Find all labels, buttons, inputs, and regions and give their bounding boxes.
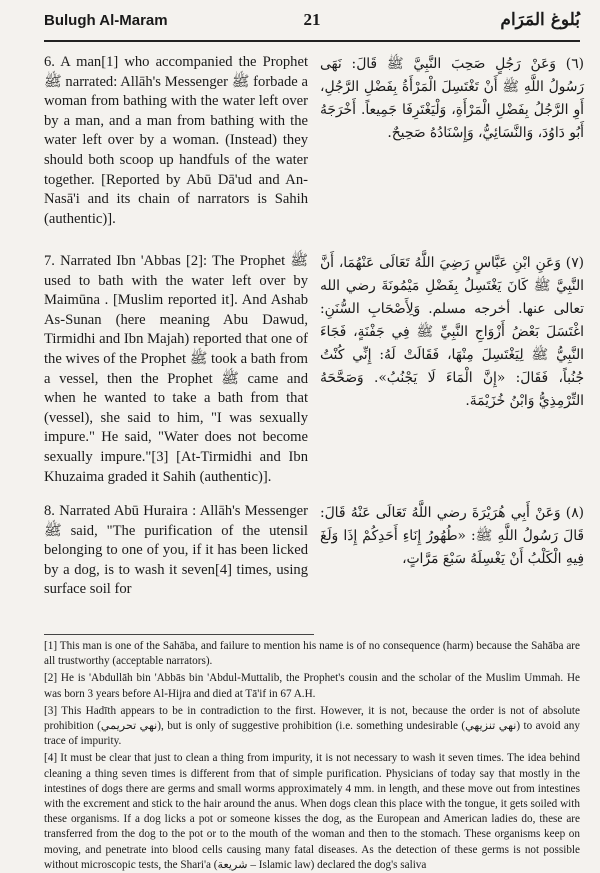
hadith-8 bbox=[44, 502, 584, 630]
hadith-6-arabic: (٦) وَعَنْ رَجُلٍ صَحِبَ النَّبِيَّ ﷺ قَالَ: نَهَى رَسُولُ اللَّهِ ﷺ أَنْ تَغْتَسِلَ الْمَرْأَةُ بِفَضْلِ الرَّجُلِ، أَوِ الرَّجُلُ بِفَضْلِ الْمَرْأَةِ، وَلْيَغْتَرِفَا جَمِيعاً. أَخْرَجَهُ أَبُو دَاوُدَ، وَالنَّسَائِيُّ، وَإِسْنَادُهُ صَحِيحٌ. bbox=[320, 56, 584, 141]
footnote-3: [3] This Hadīth appears to be in contradiction to the first. However, it is not, because the order is not of absolute prohibition (نهي تحريمي), but is only of suggestive prohibition (i.e. something undesirable (نهي تنزيهي) to avoid any trace of impurity. bbox=[44, 704, 580, 748]
hadith-7-english: 7. Narrated Ibn 'Abbas [2]: The Prophet ﷺ used to bath with the water left over by Maimūna . [Muslim reported it]. And Ashab As-Sunan (here meaning Abu Dawud, Tirmidhi and Ibn Majah) reported that one of the wives of the Prophet ﷺ took a bath from a vessel, then the Prophet ﷺ came and when he wanted to take a bath from that (vessel), she said to him, "I was sexually impure." He said, "Water does not become sexually impure."[3] [At-Tirmidhi and Ibn Khuzaima graded it Sahih (authentic)]. bbox=[44, 253, 309, 485]
footnote-2: [2] He is 'Abdullāh bin 'Abbās bin 'Abdul-Muttalib, the Prophet's cousin and the scholar of the Muslim Ummah. He was born 3 years before Al-Hijra and died at Tā'if in 67 A.H. bbox=[44, 672, 580, 700]
book-title-arabic: بُلوغ المَرَام bbox=[500, 10, 580, 30]
hadith-7 bbox=[44, 252, 584, 494]
footnote-divider bbox=[44, 634, 314, 635]
hadith-8-arabic: (٨) وَعَنْ أَبِي هُرَيْرَةَ رضي اللَّهُ تَعَالَى عَنْهُ قَالَ: قَالَ رَسُولُ اللَّهِ ﷺ: «طُهُورُ إِنَاءِ أَحَدِكُمْ إِذَا وَلَغَ فِيهِ الْكَلْبُ أَنْ يَغْسِلَهُ سَبْعَ مَرَّاتٍ، bbox=[320, 505, 584, 567]
hadith-7-arabic: (٧) وَعَنِ ابْنِ عَبَّاسٍ رَضِيَ اللَّهُ تَعَالَى عَنْهُمَا، أَنَّ النَّبِيَّ ﷺ كَانَ يَغْتَسِلُ بِفَضْلِ مَيْمُونَةَ رضي الله تعالى عنها. أخرجه مسلم. وَلِأَصْحَابِ السُّنَنِ: اغْتَسَلَ بَعْضُ أَزْوَاجِ النَّبِيِّ ﷺ فِي جَفْنَةٍ، فَجَاءَ النَّبِيُّ ﷺ لِيَغْتَسِلَ مِنْهَا، فَقَالَتْ لَهُ: إِنِّي كُنْتُ جُنُباً، فَقَالَ: «إِنَّ الْمَاءَ لَا يَجْنُبُ». وَصَحَّحَهُ التِّرْمِذِيُّ وَابْنُ خُزَيْمَةَ. bbox=[320, 255, 584, 409]
hadith-6-english: 6. A man[1] who accompanied the Prophet ﷺ narrated: Allāh's Messenger ﷺ forbade a woman from bathing with the water left over by a man, and a man from bathing with the water left over by a woman. (Instead) they should both scoop up handfuls of the water together. [Reported by Abū Dā'ud and An-Nasā'i and its chain of narrators is Sahih (authentic)]. bbox=[44, 54, 308, 227]
running-header bbox=[44, 0, 580, 42]
footnote-4: [4] It must be clear that just to clean a thing from impurity, it is not necessary to wash it seven times. The idea behind cleaning a thing seven times is different from that of simple purification. Physicians of today say that mostly in the intestines of dogs there are germs and small worms approximately 4 mm. in length, and these move out from intestines with the excrement and stick to the hair around the anus. When dogs clean this place with the tongue, it gets soiled with these organisms. If a dog licks a pot or someone kisses the dog, as the European and American ladies do, these are transferred from the dog to the pot or to the mouth of the woman and then to the stomach. These organisms keep on moving, and penetrate into blood cells causing many fatal diseases. As the detection of these germs is not possible without microscopic tests, the Shari'a (شريعة – Islamic law) declared the dog's saliva bbox=[44, 752, 580, 871]
hadith-8-english: 8. Narrated Abū Huraira : Allāh's Messenger ﷺ said, "The purification of the utensil belonging to one of you, if it has been licked by a dog, is to wash it seven[4] times, using surface soil for bbox=[44, 503, 308, 598]
page-number: 21 bbox=[303, 10, 321, 29]
footnote-1: [1] This man is one of the Sahāba, and failure to mention his name is of no consequence (harm) because the Sahāba are all trustworthy (acceptable narrators). bbox=[44, 640, 580, 668]
footnotes bbox=[44, 639, 580, 873]
hadith-6 bbox=[44, 53, 584, 244]
book-title-english: Bulugh Al-Maram bbox=[44, 11, 168, 29]
